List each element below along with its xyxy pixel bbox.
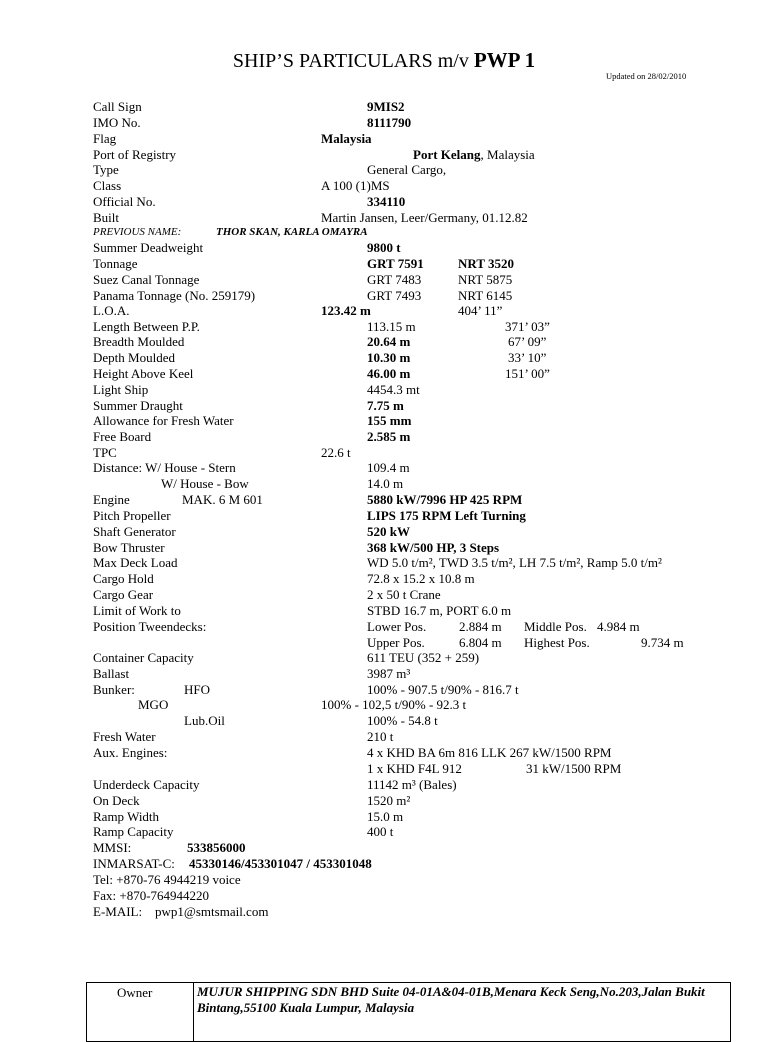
value-suez-grt: GRT 7483 [367,272,422,287]
label-flag: Flag [93,131,117,146]
label-ramp-capacity: Ramp Capacity [93,824,174,839]
label-call-sign: Call Sign [93,99,142,114]
value-ramp-width: 15.0 m [367,809,404,824]
value-depth-m: 10.30 m [367,350,411,365]
value-lower-pos: 2.884 m [459,619,502,634]
label-depth: Depth Moulded [93,350,175,365]
value-lbp-ft: 371’ 03” [505,319,550,334]
label-engine: Engine [93,492,130,507]
label-tpc: TPC [93,445,117,460]
value-light-ship: 4454.3 mt [367,382,420,397]
value-panama-grt: GRT 7493 [367,288,422,303]
owner-table-divider [193,983,194,1041]
value-distance-stern: 109.4 m [367,460,410,475]
value-distance-bow: 14.0 m [367,476,404,491]
value-cargo-gear: 2 x 50 t Crane [367,587,441,602]
value-engine-model: MAK. 6 M 601 [182,492,263,507]
value-ramp-capacity: 400 t [367,824,394,839]
label-highest-pos: Highest Pos. [524,635,590,650]
value-fresh-water: 210 t [367,729,394,744]
value-previous-name: THOR SKAN, KARLA OMAYRA [216,226,368,238]
value-tonnage-grt: GRT 7591 [367,256,424,271]
value-container: 611 TEU (352 + 259) [367,650,480,665]
value-depth-ft: 33’ 10” [508,350,547,365]
value-loa-m: 123.42 m [321,303,371,318]
value-breadth-ft: 67’ 09” [508,334,547,349]
label-height: Height Above Keel [93,366,194,381]
value-height-m: 46.00 m [367,366,411,381]
label-official: Official No. [93,194,156,209]
value-free-board: 2.585 m [367,429,411,444]
value-tonnage-nrt: NRT 3520 [458,256,515,271]
label-hfo: HFO [184,682,211,697]
value-mmsi: 533856000 [187,840,246,855]
label-underdeck: Underdeck Capacity [93,777,200,792]
label-distance-stern: Distance: W/ House - Stern [93,460,236,475]
value-aux-1: 4 x KHD BA 6m 816 LLK 267 kW/1500 RPM [367,745,612,760]
label-limit: Limit of Work to [93,603,181,618]
value-loa-ft: 404’ 11” [458,303,503,318]
label-class: Class [93,178,122,193]
value-middle-pos: 4.984 m [597,619,640,634]
value-aux-2a: 1 x KHD F4L 912 [367,761,462,776]
owner-details: MUJUR SHIPPING SDN BHD Suite 04-01A&04-01B,Menara Keck Seng,No.203,Jalan Bukit Bintang,55100 Kuala Lumpur, Malaysia [197,984,705,1015]
value-highest-pos: 9.734 m [641,635,684,650]
label-tonnage: Tonnage [93,256,138,271]
value-call-sign: 9MIS2 [367,99,405,114]
label-ballast: Ballast [93,666,130,681]
label-panama: Panama Tonnage (No. 259179) [93,288,256,303]
value-underdeck: 11142 m³ (Bales) [367,777,457,792]
label-distance-bow: W/ House - Bow [161,476,249,491]
value-panama-nrt: NRT 6145 [458,288,513,303]
value-draught: 7.75 m [367,398,404,413]
value-height-ft: 151’ 00” [505,366,550,381]
value-hfo: 100% - 907.5 t/90% - 816.7 t [367,682,519,697]
value-ballast: 3987 m³ [367,666,411,681]
label-ramp-width: Ramp Width [93,809,160,824]
label-mgo: MGO [138,697,169,712]
label-middle-pos: Middle Pos. [524,619,587,634]
label-bunker: Bunker: [93,682,135,697]
label-previous-name: PREVIOUS NAME: [93,226,182,238]
value-aux-2b: 31 kW/1500 RPM [526,761,622,776]
value-limit: STBD 16.7 m, PORT 6.0 m [367,603,512,618]
value-flag: Malaysia [321,131,372,146]
value-mgo: 100% - 102,5 t/90% - 92.3 t [321,697,467,712]
label-pitch: Pitch Propeller [93,508,171,523]
page-title: SHIP’S PARTICULARS m/v PWP 1 [232,48,536,72]
value-max-deck: WD 5.0 t/m², TWD 3.5 t/m², LH 7.5 t/m², Ramp 5.0 t/m² [367,555,662,570]
label-on-deck: On Deck [93,793,140,808]
label-cargo-hold: Cargo Hold [93,571,154,586]
label-upper-pos: Upper Pos. [367,635,425,650]
label-lub-oil: Lub.Oil [184,713,225,728]
label-draught: Summer Draught [93,398,183,413]
value-class: A 100 (1)MS [321,178,390,193]
value-deadweight: 9800 t [367,240,401,255]
value-inmarsat: 45330146/453301047 / 453301048 [189,856,372,871]
label-lower-pos: Lower Pos. [367,619,427,634]
owner-table [86,982,731,1042]
value-official: 334110 [367,194,406,209]
ship-name: PWP 1 [473,48,536,72]
value-imo: 8111790 [367,115,412,130]
owner-label: Owner [117,985,153,1000]
contact-tel: Tel: +870-76 4944219 voice [93,872,241,887]
label-max-deck: Max Deck Load [93,555,178,570]
label-port: Port of Registry [93,147,177,162]
value-bow-thruster: 368 kW/500 HP, 3 Steps [367,540,500,555]
value-suez-nrt: NRT 5875 [458,272,513,287]
label-cargo-gear: Cargo Gear [93,587,154,602]
label-lbp: Length Between P.P. [93,319,200,334]
label-inmarsat: INMARSAT-C: [93,856,175,871]
label-container: Container Capacity [93,650,194,665]
label-imo: IMO No. [93,115,141,130]
value-tpc: 22.6 t [321,445,351,460]
label-mmsi: MMSI: [93,840,132,855]
label-built: Built [93,210,120,225]
label-bow-thruster: Bow Thruster [93,540,165,555]
value-upper-pos: 6.804 m [459,635,502,650]
value-type: General Cargo, [367,162,447,177]
value-lbp-m: 113.15 m [367,319,416,334]
label-tweendecks: Position Tweendecks: [93,619,207,634]
value-on-deck: 1520 m² [367,793,411,808]
label-breadth: Breadth Moulded [93,334,185,349]
label-fresh-water: Fresh Water [93,729,156,744]
value-breadth-m: 20.64 m [367,334,411,349]
value-allowance: 155 mm [367,413,412,428]
label-aux-engines: Aux. Engines: [93,745,168,760]
label-suez: Suez Canal Tonnage [93,272,200,287]
value-email[interactable]: pwp1@smtsmail.com [155,904,269,919]
value-port: Port Kelang, Malaysia [413,147,535,162]
label-light-ship: Light Ship [93,382,149,397]
label-allowance: Allowance for Fresh Water [93,413,234,428]
value-cargo-hold: 72.8 x 15.2 x 10.8 m [367,571,475,586]
label-loa: L.O.A. [93,303,130,318]
label-type: Type [93,162,119,177]
label-email: E-MAIL: [93,904,143,919]
value-engine: 5880 kW/7996 HP 425 RPM [367,492,523,507]
contact-fax: Fax: +870-764944220 [93,888,210,903]
label-shaft: Shaft Generator [93,524,176,539]
value-built: Martin Jansen, Leer/Germany, 01.12.82 [321,210,528,225]
label-deadweight: Summer Deadweight [93,240,204,255]
updated-date: Updated on 28/02/2010 [606,71,687,81]
value-shaft: 520 kW [367,524,410,539]
label-free-board: Free Board [93,429,152,444]
value-lub-oil: 100% - 54.8 t [367,713,438,728]
value-pitch: LIPS 175 RPM Left Turning [367,508,526,523]
